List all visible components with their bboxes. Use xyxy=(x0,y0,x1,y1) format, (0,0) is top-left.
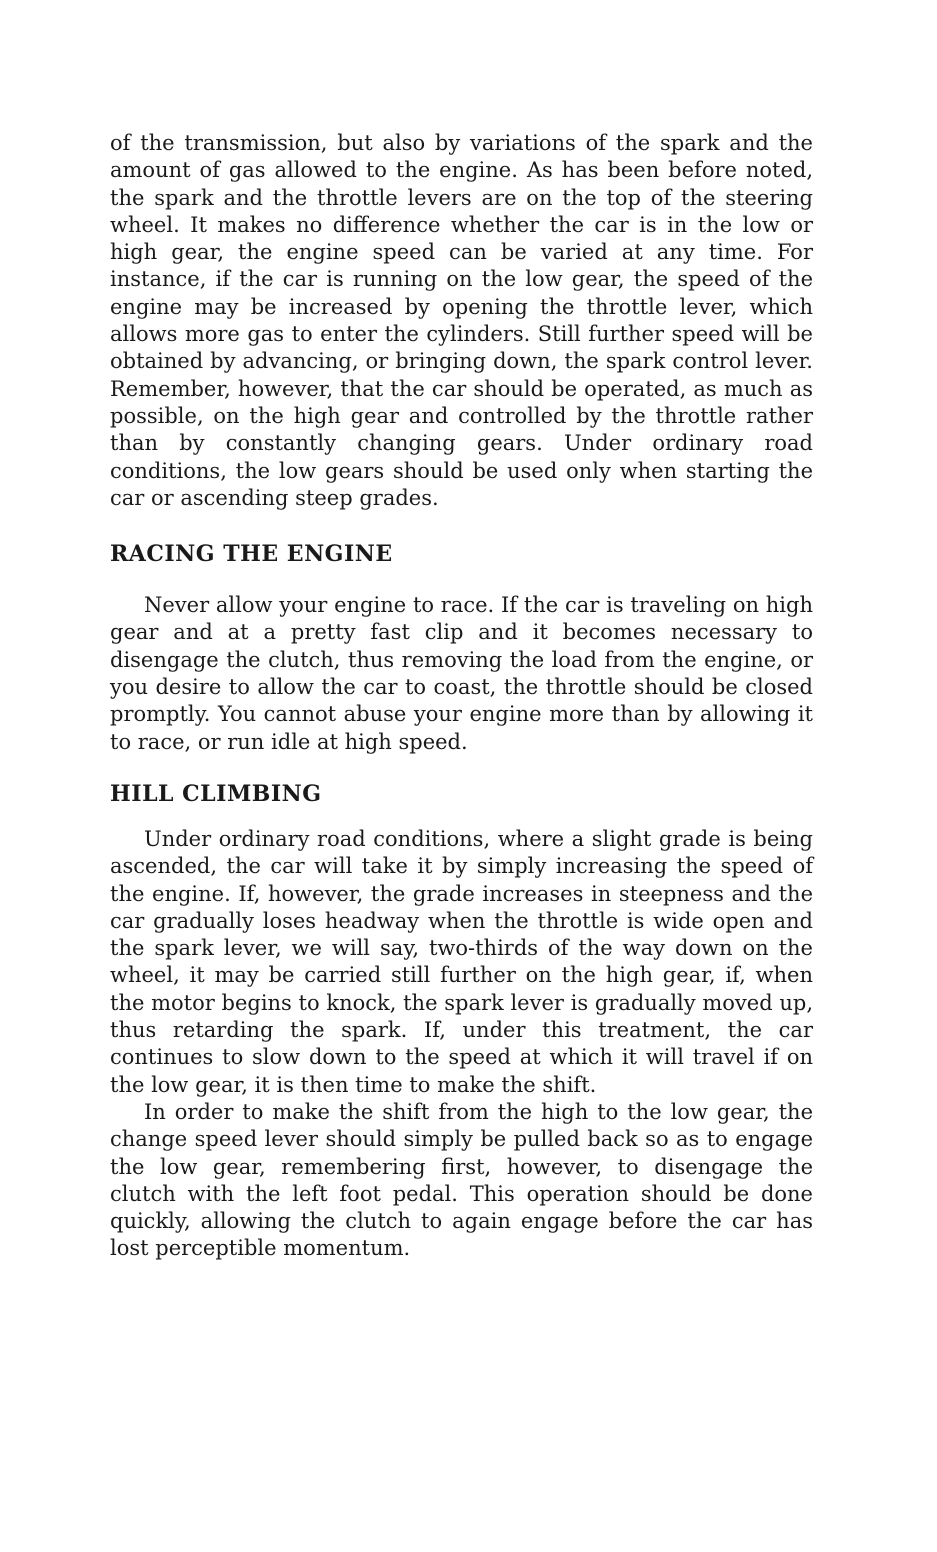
paragraph-hill-climbing-1: Under ordinary road conditions, where a slight grade is being ascended, the car will take it by simply increasing the speed of the engine. If, however, the grade increases in steepness and the car gradually loses headway when the throttle is wide open and the spark lever, we will say, two-thirds of the way down on the wheel, it may be carried still further on the high gear, if, when the motor begins to knock, the spark lever is gradually moved up, thus retarding the spark. If, under this treatment, the car continues to slow down to the speed at which it will travel if on the low gear, it is then time to make the shift. xyxy=(110,826,813,1097)
paragraph-transmission-continued: of the transmission, but also by variations of the spark and the amount of gas allowed to the engine. As has been before noted, the spark and the throttle levers are on the top of the steering wheel. It makes no difference whether the car is in the low or high gear, the engine speed can be varied at any time. For instance, if the car is running on the low gear, the speed of the engine may be increased by opening the throttle lever, which allows more gas to enter the cylinders. Still further speed will be obtained by advancing, or bringing down, the spark control lever. Remember, however, that the car should be operated, as much as possible, on the high gear and controlled by the throttle rather than by constantly changing gears. Under ordinary road conditions, the low gears should be used only when starting the car or ascending steep grades. xyxy=(110,131,813,510)
paragraph-hill-climbing-2: In order to make the shift from the high to the low gear, the change speed lever should simply be pulled back so as to engage the low gear, remembering first, however, to disengage the clutch with the left foot pedal. This operation should be done quickly, allowing the clutch to again engage before the car has lost perceptible momentum. xyxy=(110,1099,813,1261)
heading-hill-climbing: HILL CLIMBING xyxy=(110,780,322,807)
paragraph-racing: Never allow your engine to race. If the car is traveling on high gear and at a pretty fast clip and it becomes necessary to disengage the clutch, thus removing the load from the engine, or you desire to allow the car to coast, the throttle should be closed promptly. You cannot abuse your engine more than by allowing it to race, or run idle at high speed. xyxy=(110,593,813,754)
heading-racing-the-engine: RACING THE ENGINE xyxy=(110,541,393,568)
document-page xyxy=(110,130,813,1263)
